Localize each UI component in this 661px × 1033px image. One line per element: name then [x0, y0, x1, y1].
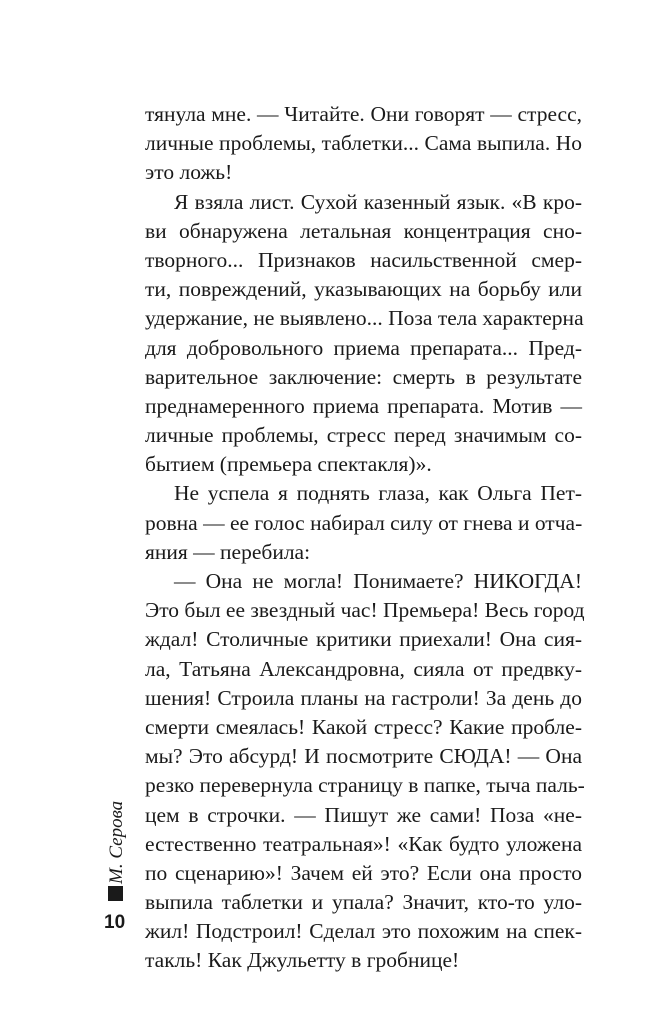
body-text	[145, 100, 585, 976]
text-line: естественно театральная»! «Как будто уложена	[145, 831, 582, 856]
text-line: смерти смеялась! Какой стресс? Какие пробле-	[145, 714, 582, 739]
text-line: шения! Строила планы на гастроли! За день до	[145, 685, 582, 710]
text-line: варительное заключение: смерть в результате	[145, 364, 582, 389]
text-line: — Она не могла! Понимаете? НИКОГДА!	[174, 569, 582, 593]
text-line: ждал! Столичные критики приехали! Она сия-	[145, 627, 582, 652]
text-line: бытием (премьера спектакля)».	[145, 452, 432, 477]
text-line: выпила таблетки и упала? Значит, кто-то уло-	[145, 890, 582, 915]
text-line: Я взяла лист. Сухой казенный язык. «В кро-	[174, 189, 582, 214]
text-line: личные проблемы, таблетки... Сама выпила. Но	[145, 131, 582, 156]
text-line: творного... Признаков насильственной смер-	[145, 247, 582, 272]
text-line: жил! Подстроил! Сделал это похожим на спек-	[145, 919, 582, 944]
text-line: Не успела я поднять глаза, как Ольга Пет-	[174, 481, 582, 506]
text-line: мы? Это абсурд! И посмотрите СЮДА! — Она	[145, 744, 582, 769]
text-line: цем в строчки. — Пишут же сами! Поза «не-	[145, 802, 582, 827]
text-line: по сценарию»! Зачем ей это? Если она просто	[145, 860, 582, 885]
text-line: тянула мне. — Читайте. Они говорят — стресс,	[145, 102, 582, 126]
text-line: это ложь!	[145, 160, 233, 185]
text-line: личные проблемы, стресс перед значимым со-	[145, 423, 582, 448]
text-line: для добровольного приема препарата... Пред-	[145, 335, 582, 360]
text-line: такль! Как Джульетту в гробнице!	[145, 948, 460, 973]
text-line: резко перевернула страницу в папке, тыча паль-	[145, 773, 585, 798]
text-line: ти, повреждений, указывающих на борьбу или	[145, 277, 582, 302]
square-marker-icon	[108, 886, 123, 901]
text-line: ви обнаружена летальная концентрация сно-	[145, 218, 582, 243]
running-head-author: М. Серова	[106, 800, 127, 884]
text-line: яния — перебила:	[145, 539, 311, 564]
text-line: ла, Татьяна Александровна, сияла от предвку-	[145, 656, 582, 681]
text-line: удержание, не выявлено... Поза тела характерна	[145, 306, 584, 331]
text-line: преднамеренного приема препарата. Мотив —	[145, 393, 582, 418]
text-line: ровна — ее голос набирал силу от гнева и отча-	[145, 510, 583, 535]
page-number: 10	[104, 912, 126, 933]
text-line: Это был ее звездный час! Премьера! Весь город	[145, 598, 585, 623]
